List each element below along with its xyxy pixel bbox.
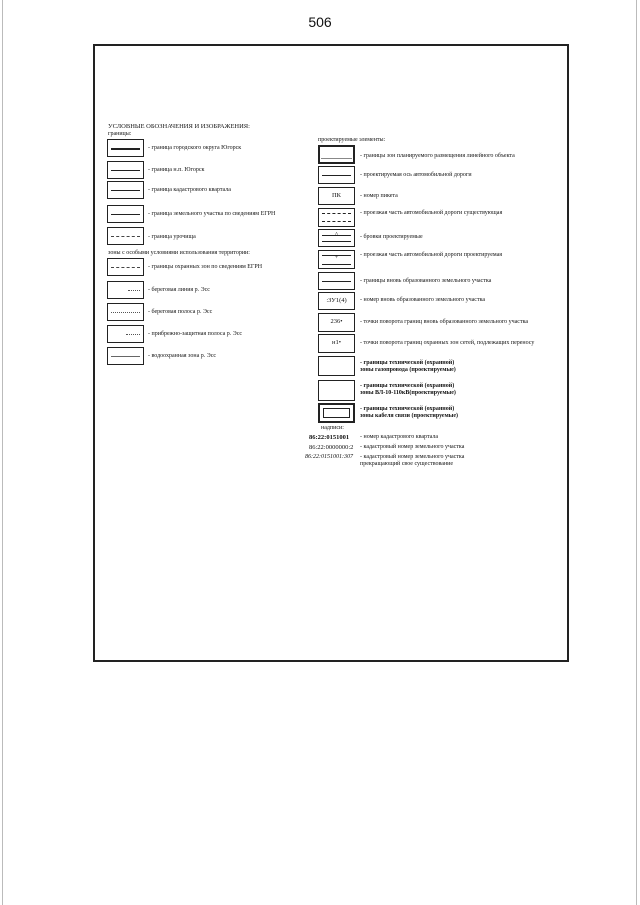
legend-swatch-cadastral-quarter bbox=[107, 181, 144, 199]
legend-label: - границы технической (охранной) зоны ВЛ-10-110кВ(проектируемые) bbox=[360, 383, 456, 396]
captions-header: надписи: bbox=[321, 425, 344, 431]
legend-swatch-parcel-number bbox=[318, 292, 355, 310]
legend-swatch-picket bbox=[318, 187, 355, 205]
caption-text: - номер кадастрового квартала bbox=[360, 434, 439, 440]
scan-edge-right bbox=[636, 0, 637, 905]
legend-label: - водоохранная зона р. Эсс bbox=[148, 353, 217, 359]
legend-swatch-cable-zone bbox=[318, 403, 355, 423]
legend-swatch-shore-strip bbox=[107, 303, 144, 321]
legend-swatch-protection-zone bbox=[107, 258, 144, 276]
legend-label: - границы технической (охранной) зоны кабеля связи (проектируемые) bbox=[360, 406, 459, 419]
legend-swatch-settlement-boundary bbox=[107, 161, 144, 179]
caption-text: - кадастровый номер земельного участка bbox=[360, 444, 465, 450]
legend-title: УСЛОВНЫЕ ОБОЗНАЧЕНИЯ И ИЗОБРАЖЕНИЯ: bbox=[108, 123, 250, 130]
zones-header: зоны с особыми условиями использования территории: bbox=[108, 250, 250, 256]
legend-swatch-parcel-point: 236• bbox=[318, 313, 355, 332]
caption-text: - кадастровый номер земельного участка прекращающий свое существование bbox=[360, 454, 465, 467]
legend-label: - береговая полоса р. Эсс bbox=[148, 309, 213, 315]
legend-swatch-water-protection bbox=[107, 347, 144, 365]
legend-swatch-coastal-protection bbox=[107, 325, 144, 343]
legend-swatch-tract-boundary bbox=[107, 227, 144, 245]
caption-code: 86:22:0000000:2 bbox=[309, 444, 354, 451]
utility-point-symbol: н1 bbox=[331, 339, 339, 346]
legend-label: - проезжая часть автомобильной дороги проектируемая bbox=[360, 252, 503, 258]
legend-swatch-existing-road bbox=[318, 208, 355, 227]
legend-swatch-powerline-zone bbox=[318, 380, 355, 401]
legend-swatch-land-plot bbox=[107, 205, 144, 223]
legend-swatch-road-axis bbox=[318, 166, 355, 184]
legend-label: - номер пикета bbox=[360, 193, 398, 199]
legend-label: - номер вновь образованного земельного участка bbox=[360, 297, 486, 303]
legend-swatch-placement-zone bbox=[318, 145, 355, 164]
legend-swatch-gas-zone bbox=[318, 356, 355, 376]
legend-swatch-city-boundary bbox=[107, 139, 144, 157]
legend-label: - границы вновь образованного земельного участка bbox=[360, 278, 492, 284]
legend-label: - границы охранных зон по сведениям ЕГРН bbox=[148, 264, 263, 270]
legend-label: - точки поворота границ охранных зон сетей, подлежащих переносу bbox=[360, 340, 535, 346]
legend-swatch-shoreline bbox=[107, 281, 144, 299]
page-number: 506 bbox=[308, 14, 332, 30]
projected-header: проектируемые элементы: bbox=[318, 137, 386, 143]
legend-label: - граница земельного участка по сведениям ЕГРН bbox=[148, 211, 276, 217]
legend-label: - граница урочища bbox=[148, 234, 196, 240]
legend-label: - береговая линия р. Эсс bbox=[148, 287, 210, 293]
legend-label: - проезжая часть автомобильной дороги существующая bbox=[360, 210, 503, 216]
caption-code: 86:22:0151001 bbox=[309, 434, 350, 441]
legend-label: - граница н.п. Югорск bbox=[148, 167, 205, 173]
legend-label: - границы технической (охранной) зоны газопровода (проектируемые) bbox=[360, 360, 456, 373]
legend-label: - границы зон планируемого размещения линейного объекта bbox=[360, 153, 515, 159]
legend-label: - граница городского округа Югорск bbox=[148, 145, 242, 151]
legend-label: - бровки проектируемые bbox=[360, 234, 423, 240]
legend-label: - граница кадастрового квартала bbox=[148, 187, 231, 193]
scan-edge-left bbox=[2, 0, 3, 905]
parcel-point-symbol: 236 bbox=[330, 318, 341, 325]
legend-swatch-edges: ^ bbox=[318, 229, 355, 247]
parcel-number-symbol: :ЗУ1(4) bbox=[326, 297, 347, 304]
legend-swatch-utility-point: н1• bbox=[318, 334, 355, 353]
boundaries-header: границы: bbox=[108, 131, 132, 137]
legend-label: - точки поворота границ вновь образованного земельного участка bbox=[360, 319, 529, 325]
legend-swatch-new-parcel bbox=[318, 272, 355, 290]
legend-label: - прибрежно-защитная полоса р. Эсс bbox=[148, 331, 243, 337]
legend-swatch-projected-road: + bbox=[318, 250, 355, 269]
picket-symbol: ПК bbox=[331, 192, 342, 199]
legend-label: - проектируемая ось автомобильной дороги bbox=[360, 172, 472, 178]
caption-code: 86:22:0151001:307 bbox=[305, 454, 353, 460]
